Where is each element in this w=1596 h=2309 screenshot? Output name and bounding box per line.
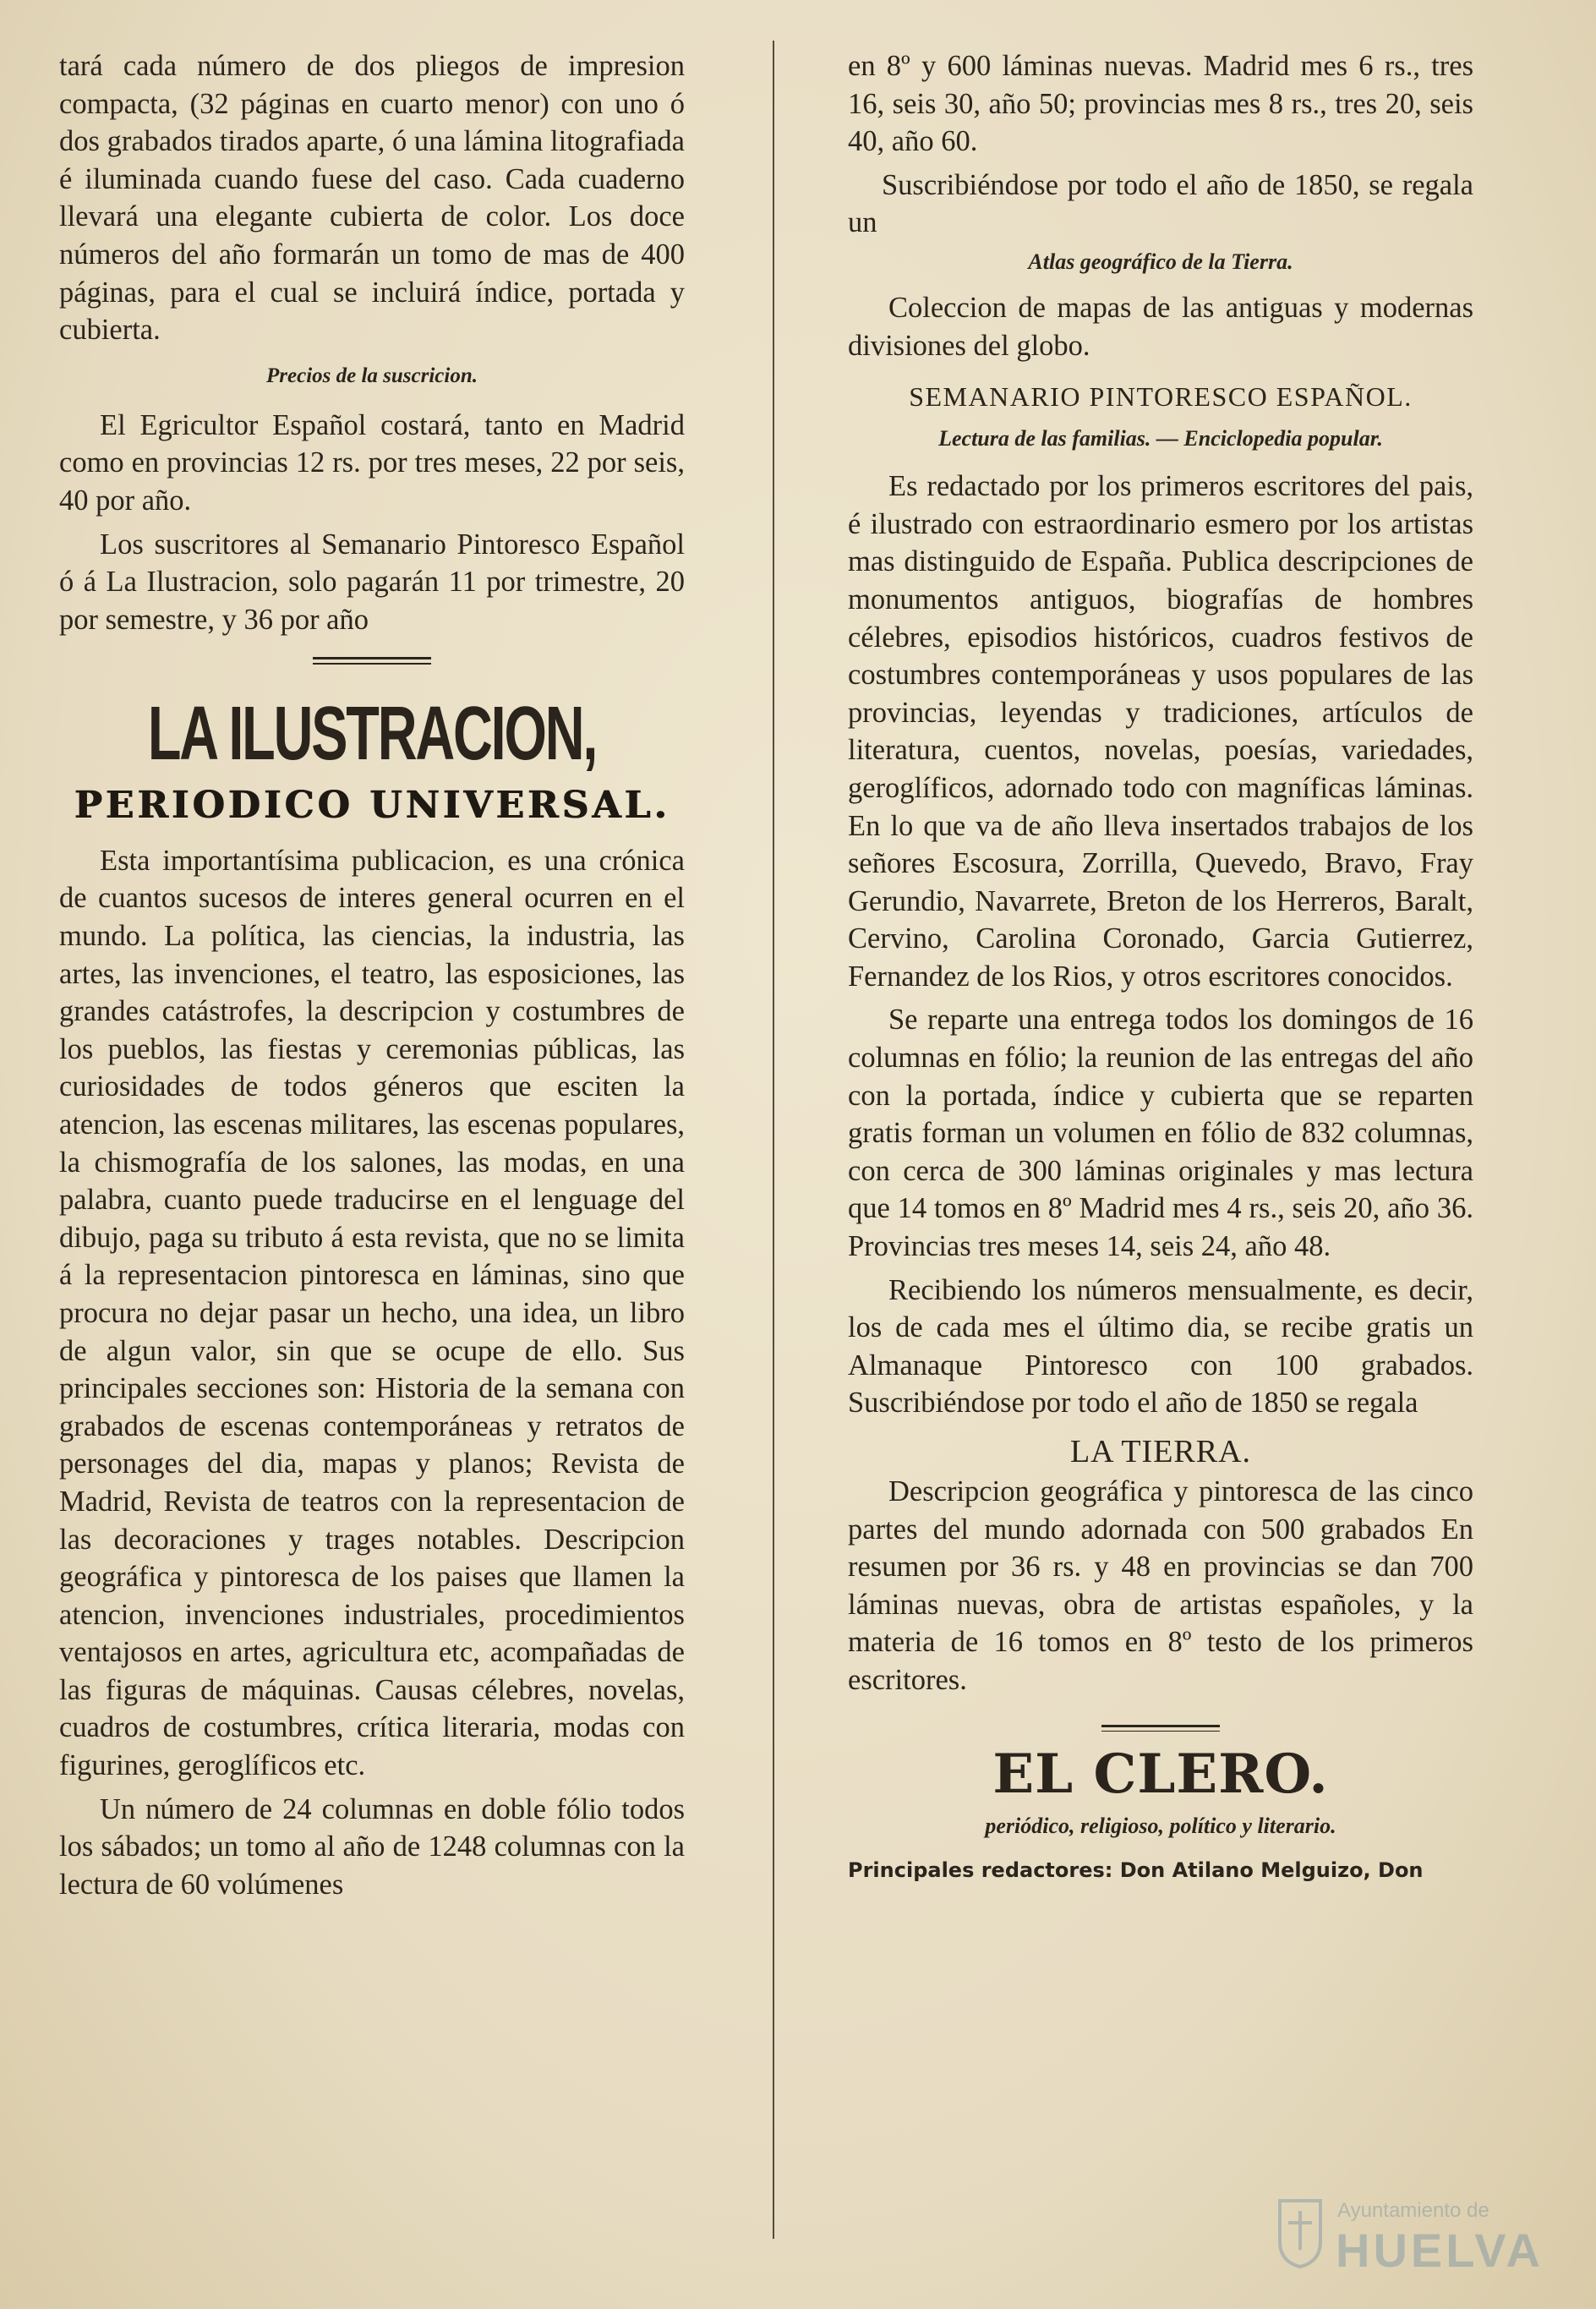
subscription-offer: Suscribiéndose por todo el año de 1850, se regala un	[848, 168, 1473, 239]
left-column	[59, 47, 685, 1909]
column-divider	[773, 41, 774, 2239]
section-divider	[313, 657, 431, 665]
price-paragraph: Los suscritores al Semanario Pintoresco Español ó á La Ilustracion, solo pagarán 11 por trimestre, 20 por semestre, y 36 por año	[59, 528, 685, 636]
tierra-heading: LA TIERRA.	[1069, 1434, 1252, 1469]
watermark-small-text: Ayuntamiento de	[1337, 2199, 1489, 2222]
clero-title: EL CLERO.	[992, 1743, 1329, 1807]
continuation-paragraph: en 8º y 600 láminas nuevas. Madrid mes 6 rs., tres 16, seis 30, año 50; provincias mes 8 rs., tres 20, seis 40, año 60.	[848, 50, 1473, 158]
masthead-title: LA ILUSTRACION,	[147, 691, 597, 776]
atlas-description: Coleccion de mapas de las antiguas y modernas divisiones del globo.	[848, 291, 1473, 362]
semanario-paragraph: Es redactado por los primeros escritores del pais, é ilustrado con estraordinario esmero por los artistas mas distinguido de España. Publica descripciones de monumentos antiguos, biografías de hombres célebres, episodios históricos, cuadros festivos de costumbres contemporáneas y usos populares de las provincias, leyendas y tradiciones, artículos de literatura, cuentos, novelas, poesías, variedades, geroglíficos, adornado todo con magníficas láminas. En lo que va de año lleva insertados trabajos de los señores Escosura, Zorrilla, Quevedo, Bravo, Fray Gerundio, Navarrete, Breton de los Herreros, Baralt, Cervino, Carolina Coronado, Garcia Gutierrez, Fernandez de los Rios, y otros escritores conocidos.	[848, 470, 1473, 993]
clero-subtitle: periódico, religioso, político y literario.	[985, 1814, 1336, 1839]
price-paragraph: El Egricultor Español costará, tanto en Madrid como en provincias 12 rs. por tres meses, 22 por seis, 40 por año.	[59, 408, 685, 517]
right-column	[848, 47, 1473, 1889]
intro-paragraph: tará cada número de dos pliegos de impresion compacta, (32 páginas en cuarto menor) con uno ó dos grabados tirados aparte, ó una lámina litografiada é iluminada cuando fuese del caso. Cada cuaderno llevará una elegante cubierta de color. Los doce números del año formarán un tomo de mas de 400 páginas, para el cual se incluirá índice, portada y cubierta.	[59, 50, 685, 347]
semanario-subheading: Lectura de las familias. — Enciclopedia popular.	[938, 426, 1383, 451]
body-paragraph: Esta importantísima publicacion, es una crónica de cuantos sucesos de interes general ocurren en el mundo. La política, las ciencias, la industria, las artes, las invenciones, el teatro, las esposiciones, las grandes catástrofes, la descripcion y costumbres de los pueblos, las fiestas y ceremonias públicas, las curiosidades de todos géneros que esciten la atencion, las escenas militares, las escenas populares, la chismografía de los salones, las modas, en una palabra, cuanto puede traducirse en el lenguage del dibujo, paga su tributo á esta revista, que no se limita á la representacion pintoresca en láminas, sino que procura no dejar pasar un hecho, una idea, un libro de algun valor, sin que se ocupe de ello. Sus principales secciones son: Historia de la semana con grabados de escenas contemporáneas y retratos de personages del dia, mapas y planos; Revista de Madrid, Revista de teatros con la representacion de las decoraciones y trages notables. Descripcion geográfica y pintoresca de los paises que llamen la atencion, invenciones industriales, procedimientos ventajosos en artes, agricultura etc, acompañadas de las figuras de máquinas. Causas célebres, novelas, cuadros de costumbres, crítica literaria, modas con figurines, geroglíficos etc.	[59, 844, 685, 1782]
atlas-title: Atlas geográfico de la Tierra.	[1028, 249, 1293, 274]
semanario-heading: SEMANARIO PINTORESCO ESPAÑOL.	[909, 381, 1413, 413]
watermark	[1276, 2194, 1544, 2287]
shield-icon	[1276, 2197, 1324, 2268]
tierra-paragraph: Descripcion geográfica y pintoresca de las cinco partes del mundo adornada con 500 grabados En resumen por 36 rs. y 48 en provincias se dan 700 láminas nuevas, obra de artistas españoles, y la materia de 16 tomos en 8º testo de los primeros escritores.	[848, 1475, 1473, 1696]
semanario-paragraph: Recibiendo los números mensualmente, es decir, los de cada mes el último dia, se recibe gratis un Almanaque Pintoresco con 100 grabados. Suscribiéndose por todo el año de 1850 se regala	[848, 1273, 1473, 1420]
section-divider	[1101, 1725, 1220, 1732]
masthead-subtitle: PERIODICO UNIVERSAL.	[74, 783, 670, 827]
watermark-main-text: HUELVA	[1336, 2224, 1544, 2277]
body-paragraph: Un número de 24 columnas en doble fólio todos los sábados; un tomo al año de 1248 columnas con la lectura de 60 volúmenes	[59, 1792, 685, 1901]
prices-heading: Precios de la suscricion.	[266, 364, 478, 387]
clero-editors: Principales redactores: Don Atilano Melguizo, Don	[848, 1858, 1424, 1883]
semanario-paragraph: Se reparte una entrega todos los domingos de 16 columnas en fólio; la reunion de las entregas del año con la portada, índice y cubierta que se reparten gratis forman un volumen en fólio de 832 columnas, con cerca de 300 láminas originales y mas lectura que 14 tomos en 8º Madrid mes 4 rs., seis 20, año 36. Provincias tres meses 14, seis 24, año 48.	[848, 1004, 1473, 1263]
